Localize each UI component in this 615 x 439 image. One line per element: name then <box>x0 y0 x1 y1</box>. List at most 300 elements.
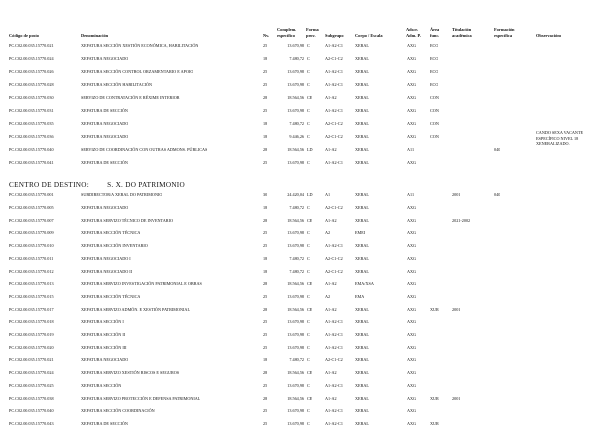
cell-area: XUR <box>430 420 439 426</box>
cell-denominacion: XEFATURA DE SECCIÓN <box>81 160 128 166</box>
cell-denominacion: XEFATURA SERVIZO PROTECCIÓN E DEFENSA PATRIMONIAL <box>81 395 201 401</box>
cell-denominacion: XEFATURA SECCIÓN XESTIÓN ECONÓMICA, HABILITACIÓN <box>81 42 199 48</box>
cell-corpo: XERAL <box>355 205 369 210</box>
cell-subgrupo: A1-A2-C1 <box>325 332 343 337</box>
cell-forma: LD <box>307 192 313 198</box>
cell-code: PC.C02.00.035.15770.007 <box>9 217 54 223</box>
cell-complemento: 13.670,98 <box>287 243 304 249</box>
cell-denominacion: SUBDIRECTOR/A XERAL DO PATRIMONIO <box>81 192 163 198</box>
cell-complemento: 9.446,26 <box>289 134 304 140</box>
cell-forma: C <box>307 68 310 74</box>
cell-subgrupo: A1-A2 <box>325 217 337 223</box>
cell-adscr: AXG <box>407 121 417 127</box>
cell-nv: 28 <box>263 281 268 287</box>
cell-complemento: 18.564,56 <box>287 281 304 287</box>
cell-subgrupo: A1-A2-C1 <box>325 344 343 350</box>
cell-forma: C <box>307 319 310 325</box>
cell-complemento: 7.480,72 <box>289 205 304 210</box>
table-row <box>0 421 615 434</box>
cell-denominacion: XEFATURA SECCIÓN TÉCNICA <box>81 293 141 299</box>
cell-nv: 30 <box>263 192 268 198</box>
cell-corpo: XERAL <box>355 94 369 100</box>
observation-note <box>536 130 583 147</box>
header-complemento-1: Complem. <box>277 27 297 32</box>
cell-code: PC.C02.00.035.15770.043 <box>9 420 54 426</box>
cell-code: PC.C02.00.035.15770.012 <box>9 268 54 274</box>
cell-denominacion: XEFATURA NEGOCIADO <box>81 357 129 363</box>
cell-adscr: AXG <box>407 81 417 87</box>
cell-corpo: XERAL <box>355 420 369 426</box>
cell-nv: 25 <box>263 293 268 299</box>
cell-complemento: 18.564,56 <box>287 306 304 312</box>
cell-subgrupo: A1-A2-C1 <box>325 81 343 87</box>
cell-denominacion: XEFATURA NEGOCIADO II <box>81 268 133 274</box>
cell-subgrupo: A2-C1-C2 <box>325 268 343 274</box>
header-titulacion-2: académica <box>452 33 472 38</box>
cell-code: PC.C02.00.035.15770.021 <box>9 357 54 363</box>
cell-subgrupo: A1-A2 <box>325 94 337 100</box>
cell-code: PC.C02.00.035.15770.020 <box>9 344 54 350</box>
table-row <box>0 95 615 108</box>
cell-corpo: XERAL <box>355 147 369 153</box>
table-row <box>0 121 615 134</box>
cell-corpo: XERAL <box>355 192 369 198</box>
header-denominacion: Denominación <box>81 33 109 38</box>
cell-corpo: XERAL <box>355 217 369 223</box>
cell-nv: 28 <box>263 306 268 312</box>
cell-adscr: AXG <box>407 357 417 363</box>
cell-nv: 18 <box>263 357 268 363</box>
cell-subgrupo: A1-A2-C1 <box>325 42 343 48</box>
cell-corpo: XERAL <box>355 268 369 274</box>
cell-corpo: XERAL <box>355 81 369 87</box>
cell-area: ECO <box>430 81 439 87</box>
header-adscr-1: Adscr. <box>406 27 418 32</box>
cell-complemento: 18.564,56 <box>287 147 304 153</box>
cell-complemento: 13.670,98 <box>287 420 304 426</box>
cell-code: PC.C02.00.035.15770.017 <box>9 306 54 312</box>
cell-complemento: 13.670,98 <box>287 108 304 113</box>
table-row <box>0 243 615 256</box>
cell-adscr: AXG <box>407 319 417 325</box>
cell-subgrupo: A2 <box>325 230 331 236</box>
cell-subgrupo: A1-A2-C1 <box>325 160 343 166</box>
cell-adscr: AXG <box>407 217 417 223</box>
cell-corpo: XERAL <box>355 382 369 388</box>
cell-denominacion: XEFATURA SECCIÓN TÉCNICA <box>81 230 141 236</box>
cell-code: PC.C02.00.035.15770.015 <box>9 293 54 299</box>
table-row <box>0 82 615 95</box>
cell-code: PC.C02.00.035.15770.010 <box>9 243 54 249</box>
section-label: CENTRO DE DESTINO: <box>9 181 90 189</box>
cell-forma: C <box>307 42 310 48</box>
cell-subgrupo: A1-A2 <box>325 395 337 401</box>
cell-denominacion: SERVIZO DE COORDINACIÓN CON OUTRAS ADMONS. PÚBLICAS <box>81 147 208 153</box>
cell-titulacion: 2021-2002 <box>452 217 471 223</box>
cell-code: PC.C02.00.035.15770.038 <box>9 395 54 401</box>
cell-complemento: 18.564,56 <box>287 94 304 100</box>
cell-denominacion: SERVIZO DE CONTRATACIÓN E RÉXIME INTERIOR <box>81 94 180 100</box>
table-header <box>0 0 615 40</box>
cell-denominacion: XEFATURA SECCIÓN HABILITACIÓN <box>81 81 153 87</box>
cell-nv: 18 <box>263 205 268 210</box>
header-adscr-2: Adm. P. <box>406 33 421 38</box>
cell-area: XUR <box>430 306 439 312</box>
header-corpo: Corpo / Escala <box>355 33 383 38</box>
cell-denominacion: XEFATURA SECCIÓN INVENTARIO <box>81 243 148 249</box>
cell-forma: CE <box>307 370 313 376</box>
table-row <box>0 408 615 421</box>
cell-denominacion: XEFATURA SECCIÓN <box>81 382 122 388</box>
cell-subgrupo: A1-A2-C1 <box>325 408 343 414</box>
cell-code: PC.C02.00.035.15770.030 <box>9 94 54 100</box>
cell-corpo: XERAL <box>355 332 369 337</box>
cell-code: PC.C02.00.035.15770.040 <box>9 408 54 414</box>
cell-nv: 28 <box>263 147 268 153</box>
cell-adscr: AXG <box>407 268 417 274</box>
cell-subgrupo: A1-A2-C1 <box>325 319 343 325</box>
table-row <box>0 205 615 218</box>
cell-adscr: AXG <box>407 382 417 388</box>
cell-subgrupo: A1-A2-C1 <box>325 243 343 249</box>
cell-code: PC.C02.00.035.15770.018 <box>9 319 54 325</box>
cell-complemento: 13.670,98 <box>287 382 304 388</box>
cell-adscr: AXG <box>407 395 417 401</box>
cell-corpo: XERAL <box>355 108 369 113</box>
cell-forma: LD <box>307 147 313 153</box>
header-titulacion-1: Titulación <box>452 27 472 32</box>
table-row <box>0 160 615 173</box>
cell-denominacion: XEFATURA NEGOCIADO <box>81 205 129 210</box>
cell-subgrupo: A1-A2-C1 <box>325 108 343 113</box>
cell-adscr: AXG <box>407 408 417 414</box>
cell-complemento: 13.670,98 <box>287 160 304 166</box>
cell-area: ECO <box>430 42 439 48</box>
cell-forma: CE <box>307 306 313 312</box>
cell-nv: 25 <box>263 243 268 249</box>
cell-code: PC.C02.00.035.15770.011 <box>9 255 54 261</box>
cell-denominacion: XEFATURA SECCIÓN COORDINACIÓN <box>81 408 155 414</box>
cell-complemento: 18.564,56 <box>287 370 304 376</box>
cell-forma: CE <box>307 94 313 100</box>
cell-area: ECO <box>430 68 439 74</box>
table-row <box>0 294 615 307</box>
cell-adscr: AXG <box>407 134 417 140</box>
cell-titulacion: 2001 <box>452 192 461 198</box>
cell-subgrupo: A2-C1-C2 <box>325 357 343 363</box>
cell-forma: C <box>307 420 310 426</box>
cell-titulacion: 2001 <box>452 306 461 312</box>
cell-code: PC.C02.00.035.15770.031 <box>9 108 54 113</box>
table-row <box>0 370 615 383</box>
cell-code: PC.C02.00.035.15770.025 <box>9 382 54 388</box>
cell-adscr: AXG <box>407 420 417 426</box>
cell-area: CON <box>430 121 439 127</box>
cell-subgrupo: A1 <box>325 192 331 198</box>
table-row <box>0 56 615 69</box>
cell-formacion: 040 <box>494 192 501 198</box>
table-row <box>0 134 615 147</box>
header-subgrupo: Subgrupo <box>325 33 344 38</box>
cell-nv: 25 <box>263 344 268 350</box>
cell-adscr: AXG <box>407 160 417 166</box>
cell-forma: C <box>307 108 310 113</box>
cell-adscr: AXG <box>407 344 417 350</box>
cell-forma: C <box>307 268 310 274</box>
observation-line: XENERALIZADO. <box>536 141 570 147</box>
header-codigo: Código de posto <box>9 33 40 38</box>
table-row <box>0 108 615 121</box>
cell-subgrupo: A1-A2-C1 <box>325 420 343 426</box>
cell-forma: CE <box>307 217 313 223</box>
cell-nv: 25 <box>263 68 268 74</box>
cell-complemento: 7.480,72 <box>289 357 304 363</box>
cell-area: CON <box>430 108 439 113</box>
cell-code: PC.C02.00.035.15770.024 <box>9 370 54 376</box>
cell-complemento: 24.420,04 <box>287 192 304 198</box>
cell-corpo: XERAL <box>355 395 369 401</box>
cell-forma: C <box>307 55 310 61</box>
header-area-1: Área <box>430 27 440 32</box>
cell-code: PC.C02.00.035.15770.001 <box>9 192 54 198</box>
header-formacion-2: específica <box>494 33 513 38</box>
cell-adscr: AXG <box>407 94 417 100</box>
cell-adscr: AXG <box>407 243 417 249</box>
header-forma-1: Forma <box>306 27 319 32</box>
cell-forma: C <box>307 243 310 249</box>
observation-line: ESPECÍFICO NIVEL 18 <box>536 135 579 141</box>
cell-adscr: AXG <box>407 55 417 61</box>
cell-subgrupo: A1-A2 <box>325 306 337 312</box>
cell-complemento: 13.670,98 <box>287 408 304 414</box>
cell-corpo: XERAL <box>355 68 369 74</box>
table-row <box>0 396 615 409</box>
cell-forma: C <box>307 160 310 166</box>
cell-adscr: AXG <box>407 306 417 312</box>
cell-adscr: AXG <box>407 370 417 376</box>
cell-subgrupo: A2-C1-C2 <box>325 55 343 61</box>
cell-denominacion: XEFATURA NEGOCIADO <box>81 134 129 140</box>
cell-nv: 25 <box>263 108 268 113</box>
table-row <box>0 269 615 282</box>
cell-forma: CE <box>307 281 313 287</box>
cell-complemento: 13.670,98 <box>287 230 304 236</box>
cell-corpo: XERAL <box>355 55 369 61</box>
cell-code: PC.C02.00.035.15770.009 <box>9 230 54 236</box>
cell-complemento: 7.480,72 <box>289 55 304 61</box>
header-complemento-2: específico <box>277 33 296 38</box>
cell-denominacion: XEFATURA DE SECCIÓN <box>81 108 128 113</box>
cell-corpo: XERAL <box>355 408 369 414</box>
table-row <box>0 218 615 231</box>
cell-adscr: AXG <box>407 281 417 287</box>
cell-corpo: XERAL <box>355 121 369 127</box>
cell-forma: C <box>307 230 310 236</box>
cell-complemento: 7.480,72 <box>289 255 304 261</box>
cell-code: PC.C02.00.035.15770.013 <box>9 281 54 287</box>
cell-denominacion: XEFATURA SERVIZO TÉCNICO DE INVENTARIO <box>81 217 173 223</box>
cell-subgrupo: A1-A2 <box>325 147 337 153</box>
cell-corpo: EMA <box>355 293 365 299</box>
cell-corpo: XERAL <box>355 243 369 249</box>
cell-complemento: 13.670,98 <box>287 81 304 87</box>
cell-complemento: 13.670,98 <box>287 68 304 74</box>
cell-corpo: XERAL <box>355 160 369 166</box>
table-row <box>0 357 615 370</box>
cell-adscr: AXG <box>407 68 417 74</box>
cell-denominacion: XEFATURA SERVIZO XESTIÓN RISCOS E SEGUROS <box>81 370 180 376</box>
cell-corpo: XERAL <box>355 319 369 325</box>
cell-nv: 25 <box>263 81 268 87</box>
cell-nv: 25 <box>263 408 268 414</box>
cell-area: ECO <box>430 55 439 61</box>
cell-complemento: 13.670,98 <box>287 42 304 48</box>
cell-nv: 18 <box>263 121 268 127</box>
cell-nv: 25 <box>263 230 268 236</box>
cell-forma: C <box>307 382 310 388</box>
cell-subgrupo: A1-A2-C1 <box>325 382 343 388</box>
cell-adscr: AXG <box>407 42 417 48</box>
cell-nv: 18 <box>263 134 268 140</box>
table-row <box>0 256 615 269</box>
header-nv: Nv. <box>263 33 270 38</box>
cell-forma: C <box>307 332 310 337</box>
cell-denominacion: XEFATURA NEGOCIADO <box>81 55 129 61</box>
header-forma-2: prov. <box>306 33 316 38</box>
table-row <box>0 43 615 56</box>
cell-complemento: 13.670,98 <box>287 332 304 337</box>
cell-complemento: 13.670,98 <box>287 293 304 299</box>
cell-forma: C <box>307 293 310 299</box>
cell-adscr: A11 <box>407 192 415 198</box>
cell-nv: 25 <box>263 160 268 166</box>
cell-nv: 25 <box>263 42 268 48</box>
section-heading <box>9 181 185 189</box>
cell-area: CON <box>430 134 439 140</box>
cell-nv: 28 <box>263 94 268 100</box>
cell-nv: 25 <box>263 332 268 337</box>
cell-code: PC.C02.00.035.15770.019 <box>9 332 54 337</box>
cell-titulacion: 2001 <box>452 395 461 401</box>
cell-subgrupo: A2-C1-C2 <box>325 205 343 210</box>
cell-code: PC.C02.00.035.15770.021 <box>9 42 54 48</box>
cell-corpo: XERAL <box>355 357 369 363</box>
cell-subgrupo: A2 <box>325 293 331 299</box>
table-row <box>0 281 615 294</box>
header-formacion-1: Formación <box>494 27 515 32</box>
cell-forma: C <box>307 255 310 261</box>
cell-forma: C <box>307 81 310 87</box>
cell-denominacion: XEFATURA SECCIÓN III <box>81 344 127 350</box>
cell-code: PC.C02.00.035.15770.041 <box>9 160 54 166</box>
table-row <box>0 345 615 358</box>
cell-subgrupo: A2-C1-C2 <box>325 255 343 261</box>
table-row <box>0 69 615 82</box>
cell-code: PC.C02.00.035.15770.028 <box>9 81 54 87</box>
table-row <box>0 192 615 205</box>
cell-code: PC.C02.00.035.15770.036 <box>9 134 54 140</box>
cell-subgrupo: A1-A2 <box>325 281 337 287</box>
cell-code: PC.C02.00.035.15770.026 <box>9 68 54 74</box>
cell-corpo: XERAL <box>355 255 369 261</box>
cell-subgrupo: A1-A2-C1 <box>325 68 343 74</box>
cell-forma: C <box>307 134 310 140</box>
cell-denominacion: XEFATURA NEGOCIADO I <box>81 255 131 261</box>
cell-forma: C <box>307 344 310 350</box>
observation-line: CANDO SEXA VACANTE <box>536 130 584 135</box>
cell-nv: 28 <box>263 217 268 223</box>
header-observacions: Observacións <box>536 33 562 38</box>
section-name: S. X. DO PATRIMONIO <box>107 181 185 189</box>
table-row <box>0 383 615 396</box>
cell-code: PC.C02.00.035.15770.024 <box>9 55 54 61</box>
cell-denominacion: XEFATURA NEGOCIADO <box>81 121 129 127</box>
cell-denominacion: XEFATURA SECCIÓN I <box>81 319 124 325</box>
cell-subgrupo: A1-A2 <box>325 370 337 376</box>
cell-nv: 28 <box>263 395 268 401</box>
cell-forma: C <box>307 408 310 414</box>
cell-nv: 18 <box>263 255 268 261</box>
cell-nv: 25 <box>263 420 268 426</box>
cell-forma: C <box>307 357 310 363</box>
cell-forma: C <box>307 121 310 127</box>
cell-complemento: 13.670,98 <box>287 344 304 350</box>
cell-code: PC.C02.00.035.15770.040 <box>9 147 54 153</box>
cell-corpo: XERAL <box>355 42 369 48</box>
cell-adscr: AXG <box>407 255 417 261</box>
cell-corpo: XERAL <box>355 344 369 350</box>
cell-denominacion: XEFATURA SERVIZO INVESTIGACIÓN PATRIMONIAL E OBRAS <box>81 281 202 287</box>
cell-code: PC.C02.00.035.15770.005 <box>9 205 54 210</box>
cell-corpo: EMEI <box>355 230 366 236</box>
cell-nv: 18 <box>263 55 268 61</box>
cell-denominacion: XEFATURA SECCIÓN II <box>81 332 126 337</box>
cell-adscr: AXG <box>407 108 417 113</box>
cell-denominacion: XEFATURA SECCIÓN CONTROL ORZAMENTARIO E APOIO <box>81 68 194 74</box>
cell-subgrupo: A2-C1-C2 <box>325 121 343 127</box>
cell-adscr: AXG <box>407 230 417 236</box>
cell-forma: C <box>307 205 310 210</box>
cell-nv: 25 <box>263 319 268 325</box>
cell-denominacion: XEFATURA SERVIZO ADMÓN. E XESTIÓN PATRIMONIAL <box>81 306 191 312</box>
cell-complemento: 18.564,56 <box>287 217 304 223</box>
cell-complemento: 18.564,56 <box>287 395 304 401</box>
table-row <box>0 230 615 243</box>
cell-complemento: 7.480,72 <box>289 121 304 127</box>
cell-nv: 18 <box>263 268 268 274</box>
header-area-2: func. <box>430 33 440 38</box>
cell-area: CON <box>430 94 439 100</box>
table-row <box>0 319 615 332</box>
cell-adscr: AXG <box>407 293 417 299</box>
cell-subgrupo: A2-C1-C2 <box>325 134 343 140</box>
cell-complemento: 7.480,72 <box>289 268 304 274</box>
cell-corpo: XERAL <box>355 134 369 140</box>
table-row <box>0 147 615 160</box>
cell-denominacion: XEFATURA DE SECCIÓN <box>81 420 128 426</box>
cell-adscr: AXG <box>407 332 417 337</box>
cell-adscr: AXG <box>407 205 417 210</box>
cell-nv: 25 <box>263 382 268 388</box>
cell-code: PC.C02.00.035.15770.035 <box>9 121 54 127</box>
table-row <box>0 332 615 345</box>
cell-adscr: A11 <box>407 147 415 153</box>
cell-formacion: 040 <box>494 147 501 153</box>
table-row <box>0 307 615 320</box>
cell-nv: 28 <box>263 370 268 376</box>
cell-complemento: 13.670,98 <box>287 319 304 325</box>
cell-area: XUR <box>430 395 439 401</box>
